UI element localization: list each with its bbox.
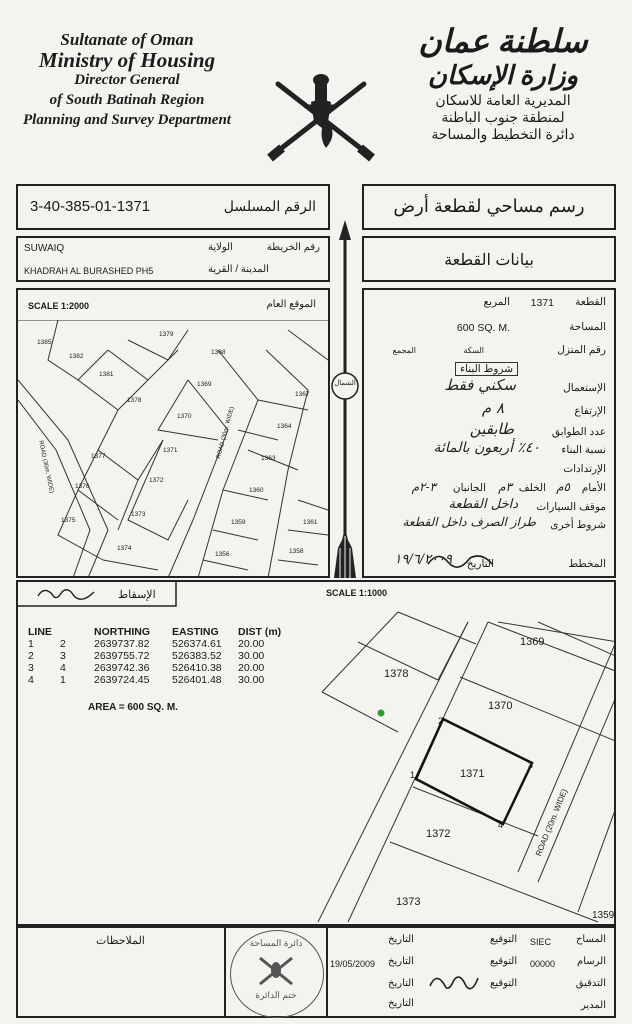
floors-value: طابقين [469,420,514,438]
projection-title: الإسقاط [118,589,156,601]
serial-number-label: الرقم المسلسل [223,198,316,214]
stamp-emblem-icon [256,954,296,988]
coordinates-table [28,626,287,686]
height-label: الإرتفاع [574,405,606,417]
header-en-line-1: Sultanate of Oman [60,30,194,49]
projection-box [16,580,616,926]
header-easting: EASTING [172,626,219,638]
header-ar-line-1: المديرية العامة للاسكان [435,92,571,108]
proj-plot-1371: 1371 [460,768,485,780]
drafter-date-value: 19/05/2009 [330,959,376,969]
proj-road-label: ROAD (20m. WIDE) [534,787,570,858]
site-plot-1378: 1378 [127,397,142,404]
stamp-bottom-text: ختم الدائرة [255,990,297,1000]
plot-panel-title-box [362,236,616,282]
header-en-line-2: Ministry of Housing [38,48,216,72]
line-from: 3 [28,662,34,674]
proj-plot-1359: 1359 [592,910,615,921]
back-label: الخلف [518,482,546,494]
site-plot-1376: 1376 [75,483,90,490]
distance: 20.00 [238,638,265,650]
distance: 30.00 [238,674,265,686]
area-value: 600 SQ. M. [456,322,510,334]
footer-notes-divider [224,928,226,1016]
site-plot-1379: 1379 [159,331,174,338]
plot-value: 1371 [530,297,554,309]
site-plot-1382: 1382 [69,353,84,360]
corner-1: 1 [410,770,416,780]
document-title-box [362,184,616,230]
header-ar-calligraphy-1: سلطنة عمان [418,23,588,59]
surveyor-value: SIEC [530,937,552,947]
header-en-line-4: of South Batinah Region [49,92,205,108]
plot-label: القطعة [575,296,606,308]
site-plot-1361: 1361 [303,519,318,526]
plot-panel-title: بيانات القطعة [444,252,534,269]
corner-2: 2 [438,716,444,726]
northing: 2639742.36 [94,662,150,674]
footer-sign-divider [326,928,328,1016]
planner-date-label: التاريخ [466,558,494,570]
building-conditions-title: شروط البناء [455,362,518,376]
site-plot-1364: 1364 [277,423,292,430]
north-arrow [330,218,360,578]
header-arabic [388,22,618,143]
floors-label: عدد الطوابق [551,426,606,438]
corner-3: 3 [528,760,534,770]
other-conditions-label: شروط أخرى [550,519,606,531]
surveyor-label: المساح [575,934,606,945]
table-row [28,662,287,674]
sides-label: الجانبان [452,482,486,494]
footer-box [16,926,616,1018]
distance: 20.00 [238,662,265,674]
checker-signature [426,968,482,998]
usage-value: سكني فقط [444,376,516,394]
director-label: المدير [580,1000,606,1011]
notes-label: الملاحظات [96,935,145,947]
site-plot-1370: 1370 [177,413,192,420]
site-plot-1381: 1381 [99,371,114,378]
header-en-line-5: Planning and Survey Department [23,112,231,128]
site-plot-1363: 1363 [261,455,276,462]
table-row [28,638,287,650]
checker-signature-label: التوقيع [490,978,518,989]
line-to: 3 [60,650,66,662]
drafter-label: الرسام [577,956,606,967]
other-conditions-value: طراز الصرف داخل القطعة [402,515,536,529]
house-number-label: رقم المنزل [557,344,606,356]
site-plot-1377: 1377 [91,453,106,460]
easting: 526374.61 [172,638,222,650]
square-label: المربع [483,296,510,308]
ratio-value: ٤٠٪ أربعون بالمائة [433,440,540,456]
town-value: KHADRAH AL BURASHED PH5 [24,266,154,276]
complex-label: المجمع [392,346,416,355]
proj-plot-1378: 1378 [384,668,409,680]
location-box [16,236,330,282]
distance: 30.00 [238,650,265,662]
wilayat-label: الولاية [208,242,233,253]
header-ar-line-3: دائرة التخطيط والمساحة [431,126,575,142]
northing: 2639737.82 [94,638,150,650]
height-value: ٨ م [481,399,504,417]
table-row [28,674,287,686]
site-plot-1374: 1374 [117,545,132,552]
projection-area: AREA = 600 SQ. M. [88,702,178,713]
planner-date-value: ١٩/٦/٢٠٠٩ [394,552,452,567]
surveyor-date-label: التاريخ [388,934,414,945]
easting: 526401.48 [172,674,222,686]
proj-plot-1369: 1369 [520,636,545,648]
planner-label: المخطط [568,558,606,570]
parking-label: موقف السيارات [536,501,606,513]
northing: 2639724.45 [94,674,150,686]
site-plot-1372: 1372 [149,477,164,484]
area-label: المساحة [569,321,606,333]
line-from: 1 [28,638,34,650]
projection-stamp-signature [34,584,98,606]
stamp-top-text: دائرة المساحة [249,938,303,948]
back-value: ٣م [498,480,512,494]
header-ar-calligraphy-2: وزارة الإسكان [427,61,579,90]
header-northing: NORTHING [94,626,150,638]
town-label: المدينة / القرية [208,264,269,275]
site-plot-1356: 1356 [215,551,230,558]
document-title: رسم مساحي لقطعة أرض [393,196,585,216]
table-row [28,650,287,662]
site-plot-1360: 1360 [249,487,264,494]
checker-label: التدقيق [575,978,606,989]
line-from: 2 [28,650,34,662]
planner-signature [426,548,496,570]
north-label: الشمال [334,380,356,387]
oman-khanjar-emblem-icon [266,62,376,164]
proj-plot-1370: 1370 [488,700,513,712]
easting: 526383.52 [172,650,222,662]
usage-label: الإستعمال [563,382,606,394]
site-plot-1368: 1368 [211,349,226,356]
northing: 2639755.72 [94,650,150,662]
site-plot-1373: 1373 [131,511,146,518]
map-number-label: رقم الخريطة [266,242,320,253]
sides-value: ٣-٢م [411,480,436,494]
line-to: 4 [60,662,66,674]
surveyor-signature-label: التوقيع [490,934,518,945]
proj-plot-1372: 1372 [426,828,451,840]
header-line: LINE [28,626,52,638]
header-ar-line-2: لمنطقة جنوب الباطنة [441,109,565,125]
proj-plot-1373: 1373 [396,896,421,908]
coordinates-header-row [28,626,287,638]
site-plot-1375: 1375 [61,517,76,524]
header-en-line-3: Director General [74,72,180,88]
front-value: ٥م [556,480,570,494]
drafter-signature-label: التوقيع [490,956,518,967]
corner-4: 4 [498,820,504,830]
ratio-label: نسبة البناء [561,444,606,456]
line-to: 1 [60,674,66,686]
drafter-date-label: التاريخ [388,956,414,967]
easting: 526410.38 [172,662,222,674]
serial-number-value: 3-40-385-01-1371 [30,198,151,215]
site-map-scale: SCALE 1:2000 [28,301,90,311]
site-plot-1369: 1369 [197,381,212,388]
site-plot-1371: 1371 [163,447,178,454]
setbacks-label: الإرتدادات [563,463,606,475]
site-road-label-left: ROAD (30m. WIDE) [37,440,55,494]
parking-value: داخل القطعة [448,497,518,512]
director-date-label: التاريخ [388,998,414,1009]
site-road-label-mid: ROAD (30m. WIDE) [216,406,236,460]
serial-number-box [16,184,330,230]
header-line-to [60,626,94,638]
line-from: 4 [28,674,34,686]
wilayat-value: SUWAIQ [24,243,65,254]
header-dist: DIST (m) [238,626,282,638]
site-plot-1358: 1358 [289,548,304,555]
header-english [12,30,242,130]
front-label: الأمام [581,482,606,494]
site-plot-1367: 1367 [295,391,310,398]
drafter-value: 00000 [530,959,556,969]
site-map-box [16,288,330,578]
line-to: 2 [60,638,66,650]
checker-date-label: التاريخ [388,978,414,989]
plot-data-box [362,288,616,578]
site-plot-1359: 1359 [231,519,246,526]
site-plot-1385: 1385 [37,339,52,346]
street-label: السكة [463,346,484,355]
projection-scale: SCALE 1:1000 [326,588,388,598]
site-map-title: الموقع العام [266,299,316,310]
